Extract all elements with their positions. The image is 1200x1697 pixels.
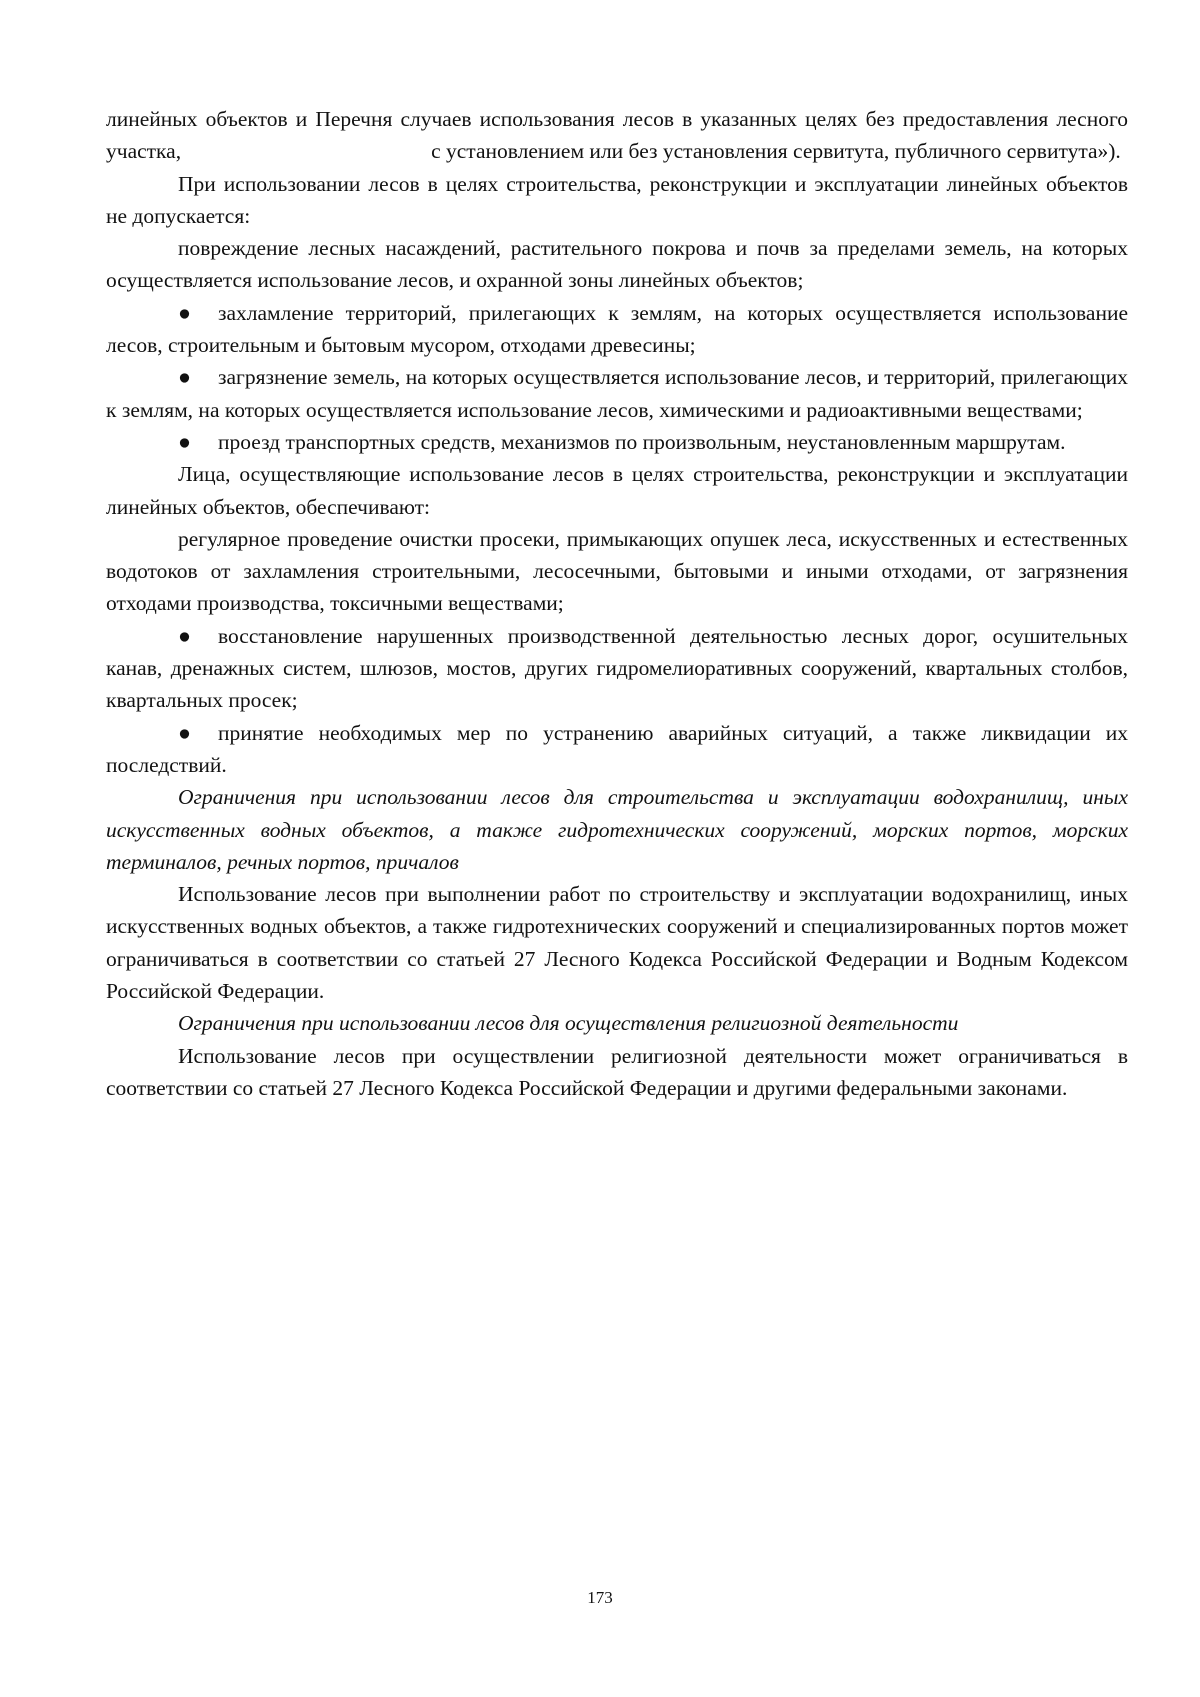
bullet-text: принятие необходимых мер по устранению аварийных ситуаций, а также ликвидации их последствий. bbox=[106, 720, 1128, 777]
bullet-text: проезд транспортных средств, механизмов по произвольным, неустановленным маршрутам. bbox=[218, 429, 1066, 454]
bullet-item bbox=[106, 297, 1128, 362]
paragraph: регулярное проведение очистки просеки, примыкающих опушек леса, искусственных и естественных водотоков от захламления строительными, лесосечными, бытовыми и иными отходами, от загрязнения отходами производства, токсичными веществами; bbox=[106, 526, 1128, 616]
bullet-item bbox=[106, 620, 1128, 717]
bullet-icon: ● bbox=[178, 429, 191, 454]
bullet-item bbox=[106, 717, 1128, 782]
paragraph-text: с установлением или без установления сервитута, публичного сервитута»). bbox=[431, 139, 1121, 164]
page-number: 173 bbox=[587, 1588, 613, 1607]
bullet-icon: ● bbox=[178, 300, 191, 325]
bullet-text: захламление территорий, прилегающих к землям, на которых осуществляется использование лесов, строительным и бытовым мусором, отходами древесины; bbox=[106, 300, 1128, 358]
section-heading: Ограничения при использовании лесов для строительства и эксплуатации водохранилищ, иных искусственных водных объектов, а также гидротехнических сооружений, морских портов, морских терминалов, речных портов, причалов bbox=[106, 785, 1128, 874]
paragraph-text: линейных объектов и Перечня случаев использования лесов в указанных целях без предоставления лесного участка, bbox=[106, 107, 1128, 164]
bullet-text: восстановление нарушенных производственной деятельностью лесных дорог, осушительных канав, дренажных систем, шлюзов, мостов, других гидромелиоративных сооружений, квартальных столбов, квартальных просек; bbox=[106, 623, 1128, 713]
bullet-icon: ● bbox=[178, 365, 191, 390]
bullet-item bbox=[106, 361, 1128, 426]
paragraph-continuation bbox=[106, 103, 1128, 168]
paragraph: Использование лесов при осуществлении религиозной деятельности может ограничиваться в соответствии со статьей 27 Лесного Кодекса Российской Федерации и другими федеральными законами. bbox=[106, 1043, 1128, 1100]
section-heading: Ограничения при использовании лесов для осуществления религиозной деятельности bbox=[178, 1011, 959, 1036]
paragraph: Использование лесов при выполнении работ по строительству и эксплуатации водохранилищ, иных искусственных водных объектов, а также гидротехнических сооружений и специализированных портов может ограничиваться в соответствии со статьей 27 Лесного Кодекса Российской Федерации и Водным Кодексом Российской Федерации. bbox=[106, 882, 1128, 1004]
bullet-item bbox=[106, 426, 1128, 458]
bullet-text: загрязнение земель, на которых осуществляется использование лесов, и территорий, прилегающих к землям, на которых осуществляется использование лесов, химическими и радиоактивными веществами; bbox=[106, 365, 1128, 422]
bullet-icon: ● bbox=[178, 623, 191, 648]
paragraph: Лица, осуществляющие использование лесов в целях строительства, реконструкции и эксплуатации линейных объектов, обеспечивают: bbox=[106, 462, 1128, 519]
paragraph: повреждение лесных насаждений, растительного покрова и почв за пределами земель, на которых осуществляется использование лесов, и охранной зоны линейных объектов; bbox=[106, 236, 1128, 293]
bullet-icon: ● bbox=[178, 720, 191, 745]
paragraph: При использовании лесов в целях строительства, реконструкции и эксплуатации линейных объектов не допускается: bbox=[106, 171, 1128, 228]
body-text bbox=[106, 103, 1128, 1104]
